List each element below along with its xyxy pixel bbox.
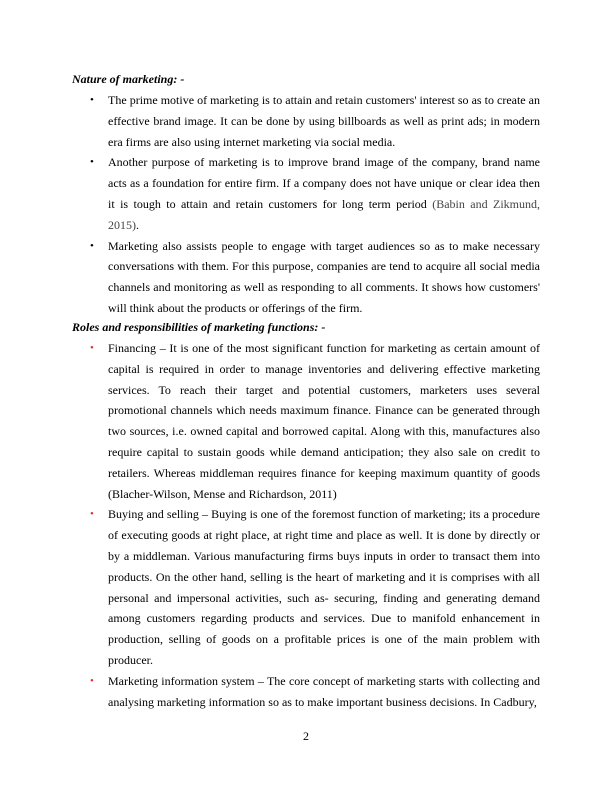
citation: (Babin and Zikmund, 2015) <box>108 196 541 232</box>
bullet-icon: • <box>90 508 94 521</box>
list-item-text: Financing – It is one of the most significant function for marketing as certain amount of capital is required in order to manage inventories and delivering effective marketing services. To reach their target and potential customers, marketers uses several promotional channels which needs maximum finance. Finance can be generated through two sources, i.e. owned capital and borrowed capital. Along with this, manufactures also require capital to sustain goods while demand anticipation; they also sale on credit to retailers. Whereas middleman requires finance for keeping maximum quantity of goods (Blacher-Wilson, Mense and Richardson, 2011) <box>108 341 540 501</box>
section-heading-roles-responsibilities: Roles and responsibilities of marketing functions: - <box>72 320 326 334</box>
list-item-text: Buying and selling – Buying is one of the foremost function of marketing; its a procedure of executing goods at right place, at right time and place as well. It is done by directly or by a middleman. Various manufacturing firms buys inputs in order to transact them into products. On the other hand, selling is the heart of marketing and it is comprises with all personal and impersonal activities, such as- securing, finding and generating demand among customers regarding products and services. Due to manifold enhancement in production, selling of goods on a profitable prices is one of the main problem with producer. <box>108 507 540 667</box>
bullet-list-roles <box>0 338 612 712</box>
list-item-text: Another purpose of marketing is to improve brand image of the company, brand name acts as a foundation for entire firm. If a company does not have unique or clear idea then it is tough to attain and retain customers for long term period <box>108 155 540 211</box>
bullet-list-nature <box>0 90 612 319</box>
bullet-icon: • <box>90 94 94 106</box>
list-item <box>0 152 540 235</box>
list-item <box>0 338 540 504</box>
bullet-icon: • <box>90 342 94 354</box>
list-item <box>0 671 540 713</box>
list-item <box>0 236 540 319</box>
list-item <box>0 90 540 152</box>
section-heading-nature-of-marketing: Nature of marketing: - <box>72 72 185 86</box>
bullet-icon: • <box>90 674 94 687</box>
list-item-text: Marketing information system – The core concept of marketing starts with collecting and analysing marketing information so as to make important business decisions. In Cadbury, <box>108 673 540 709</box>
list-item <box>0 504 540 670</box>
bullet-icon: • <box>90 239 94 252</box>
page-number: 2 <box>303 729 309 743</box>
list-item-text: Marketing also assists people to engage with target audiences so as to make necessary conversations with them. For this purpose, companies are tend to acquire all social media channels and monitoring as well as responding to all comments. It shows how customers' will think about the products or offerings of the firm. <box>108 238 540 315</box>
list-item-text: The prime motive of marketing is to attain and retain customers' interest so as to create an effective brand image. It can be done by using billboards as well as print ads; in modern era firms are also using internet marketing via social media. <box>108 93 540 149</box>
list-item-tail: . <box>136 217 139 232</box>
bullet-icon: • <box>90 156 94 169</box>
